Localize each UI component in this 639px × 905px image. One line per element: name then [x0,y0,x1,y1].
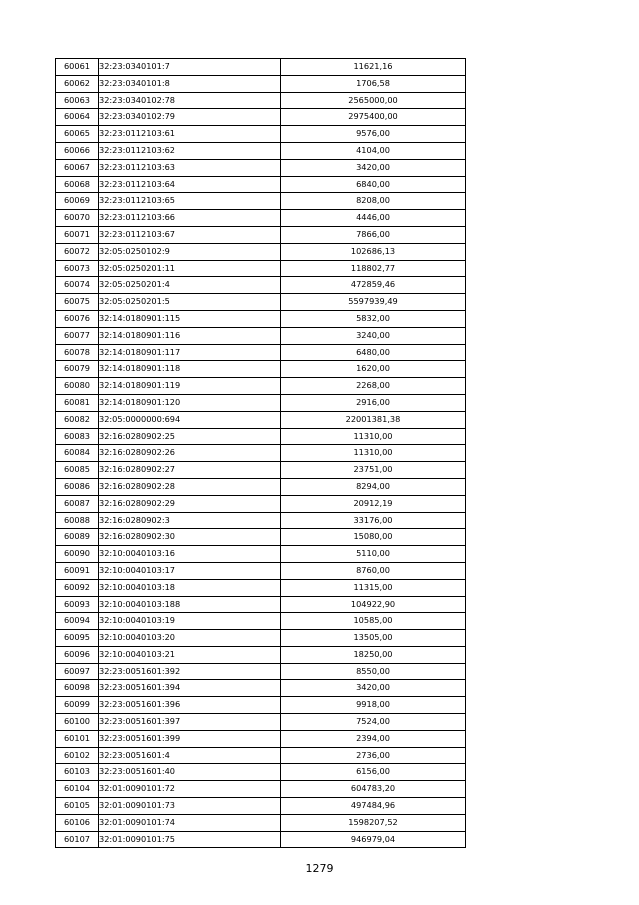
cadastral-number-cell: 32:23:0051601:394 [99,680,281,697]
cadastral-value-cell: 15080,00 [281,529,466,546]
row-number-cell: 60079 [56,361,99,378]
page-number: 1279 [305,862,334,875]
cadastral-number-cell: 32:16:0280902:28 [99,478,281,495]
table-row [56,478,466,495]
cadastral-number-cell: 32:16:0280902:27 [99,462,281,479]
table-row [56,327,466,344]
cadastral-value-cell: 11315,00 [281,579,466,596]
cadastral-value-cell: 1706,58 [281,75,466,92]
cadastral-number-cell: 32:23:0112103:67 [99,226,281,243]
row-number-cell: 60063 [56,92,99,109]
row-number-cell: 60070 [56,210,99,227]
cadastral-number-cell: 32:14:0180901:118 [99,361,281,378]
cadastral-number-cell: 32:23:0051601:40 [99,764,281,781]
table-row [56,193,466,210]
table-row [56,529,466,546]
cadastral-value-cell: 9918,00 [281,697,466,714]
cadastral-number-cell: 32:05:0250201:5 [99,294,281,311]
cadastral-number-cell: 32:05:0250201:11 [99,260,281,277]
row-number-cell: 60078 [56,344,99,361]
row-number-cell: 60098 [56,680,99,697]
table-row [56,730,466,747]
table-row [56,226,466,243]
table-row [56,260,466,277]
cadastral-value-cell: 2394,00 [281,730,466,747]
row-number-cell: 60097 [56,663,99,680]
row-number-cell: 60071 [56,226,99,243]
cadastral-value-cell: 33176,00 [281,512,466,529]
table-row [56,411,466,428]
cadastral-value-cell: 3420,00 [281,159,466,176]
table-row [56,781,466,798]
cadastral-value-cell: 8550,00 [281,663,466,680]
row-number-cell: 60100 [56,714,99,731]
row-number-cell: 60091 [56,562,99,579]
cadastral-number-cell: 32:23:0112103:61 [99,126,281,143]
table-row [56,579,466,596]
row-number-cell: 60102 [56,747,99,764]
row-number-cell: 60074 [56,277,99,294]
cadastral-number-cell: 32:16:0280902:25 [99,428,281,445]
cadastral-number-cell: 32:10:0040103:188 [99,596,281,613]
cadastral-value-cell: 2975400,00 [281,109,466,126]
cadastral-number-cell: 32:14:0180901:119 [99,378,281,395]
table-row [56,344,466,361]
cadastral-number-cell: 32:14:0180901:120 [99,394,281,411]
cadastral-value-cell: 1598207,52 [281,814,466,831]
cadastral-value-cell: 102686,13 [281,243,466,260]
row-number-cell: 60066 [56,142,99,159]
table-row [56,92,466,109]
row-number-cell: 60088 [56,512,99,529]
row-number-cell: 60068 [56,176,99,193]
row-number-cell: 60062 [56,75,99,92]
cadastral-value-cell: 497484,96 [281,798,466,815]
cadastral-value-cell: 3240,00 [281,327,466,344]
cadastral-number-cell: 32:23:0340102:79 [99,109,281,126]
cadastral-value-cell: 118802,77 [281,260,466,277]
row-number-cell: 60086 [56,478,99,495]
table-row [56,495,466,512]
cadastral-number-cell: 32:23:0051601:396 [99,697,281,714]
cadastral-number-cell: 32:16:0280902:29 [99,495,281,512]
table-row [56,109,466,126]
row-number-cell: 60075 [56,294,99,311]
row-number-cell: 60084 [56,445,99,462]
cadastral-value-cell: 11621,16 [281,59,466,76]
table-row [56,630,466,647]
cadastral-value-table [55,58,466,848]
cadastral-value-cell: 3420,00 [281,680,466,697]
table-row [56,294,466,311]
table-row [56,126,466,143]
table-row [56,562,466,579]
table-row [56,646,466,663]
cadastral-number-cell: 32:01:0090101:75 [99,831,281,848]
row-number-cell: 60077 [56,327,99,344]
cadastral-number-cell: 32:14:0180901:117 [99,344,281,361]
cadastral-number-cell: 32:23:0340102:78 [99,92,281,109]
cadastral-number-cell: 32:23:0112103:63 [99,159,281,176]
cadastral-number-cell: 32:16:0280902:3 [99,512,281,529]
cadastral-number-cell: 32:23:0112103:62 [99,142,281,159]
cadastral-value-cell: 2916,00 [281,394,466,411]
cadastral-value-cell: 8294,00 [281,478,466,495]
cadastral-number-cell: 32:05:0000000:694 [99,411,281,428]
table-row [56,159,466,176]
cadastral-value-cell: 20912,19 [281,495,466,512]
table-row [56,798,466,815]
table-row [56,546,466,563]
cadastral-number-cell: 32:16:0280902:26 [99,445,281,462]
row-number-cell: 60103 [56,764,99,781]
cadastral-value-cell: 4104,00 [281,142,466,159]
cadastral-number-cell: 32:01:0090101:74 [99,814,281,831]
cadastral-number-cell: 32:10:0040103:18 [99,579,281,596]
table-row [56,596,466,613]
table-row [56,142,466,159]
row-number-cell: 60080 [56,378,99,395]
table-row [56,697,466,714]
row-number-cell: 60082 [56,411,99,428]
table-row [56,714,466,731]
cadastral-value-cell: 23751,00 [281,462,466,479]
cadastral-number-cell: 32:23:0340101:8 [99,75,281,92]
row-number-cell: 60106 [56,814,99,831]
cadastral-number-cell: 32:23:0051601:399 [99,730,281,747]
cadastral-value-cell: 104922,90 [281,596,466,613]
cadastral-number-cell: 32:23:0051601:392 [99,663,281,680]
table-row [56,814,466,831]
row-number-cell: 60067 [56,159,99,176]
row-number-cell: 60076 [56,310,99,327]
row-number-cell: 60099 [56,697,99,714]
row-number-cell: 60061 [56,59,99,76]
cadastral-value-cell: 4446,00 [281,210,466,227]
row-number-cell: 60105 [56,798,99,815]
cadastral-number-cell: 32:05:0250102:9 [99,243,281,260]
row-number-cell: 60083 [56,428,99,445]
cadastral-value-cell: 604783,20 [281,781,466,798]
cadastral-value-cell: 6840,00 [281,176,466,193]
table-row [56,512,466,529]
cadastral-value-cell: 8208,00 [281,193,466,210]
table-row [56,747,466,764]
cadastral-number-cell: 32:23:0051601:4 [99,747,281,764]
table-row [56,361,466,378]
cadastral-number-cell: 32:01:0090101:72 [99,781,281,798]
cadastral-value-cell: 472859,46 [281,277,466,294]
row-number-cell: 60069 [56,193,99,210]
table-row [56,613,466,630]
cadastral-number-cell: 32:05:0250201:4 [99,277,281,294]
table-row [56,831,466,848]
cadastral-number-cell: 32:10:0040103:16 [99,546,281,563]
cadastral-number-cell: 32:23:0112103:64 [99,176,281,193]
cadastral-value-cell: 11310,00 [281,445,466,462]
row-number-cell: 60073 [56,260,99,277]
cadastral-number-cell: 32:16:0280902:30 [99,529,281,546]
row-number-cell: 60101 [56,730,99,747]
row-number-cell: 60096 [56,646,99,663]
row-number-cell: 60095 [56,630,99,647]
cadastral-value-cell: 11310,00 [281,428,466,445]
cadastral-value-cell: 6156,00 [281,764,466,781]
cadastral-value-cell: 5832,00 [281,310,466,327]
row-number-cell: 60085 [56,462,99,479]
cadastral-value-cell: 7866,00 [281,226,466,243]
table-row [56,310,466,327]
table-row [56,428,466,445]
cadastral-number-cell: 32:10:0040103:21 [99,646,281,663]
table-row [56,59,466,76]
table-row [56,210,466,227]
row-number-cell: 60107 [56,831,99,848]
row-number-cell: 60104 [56,781,99,798]
cadastral-number-cell: 32:23:0112103:66 [99,210,281,227]
table-row [56,764,466,781]
table-row [56,394,466,411]
cadastral-value-cell: 1620,00 [281,361,466,378]
table-row [56,75,466,92]
cadastral-value-cell: 9576,00 [281,126,466,143]
cadastral-value-cell: 8760,00 [281,562,466,579]
cadastral-value-cell: 7524,00 [281,714,466,731]
table-row [56,445,466,462]
cadastral-value-cell: 5597939,49 [281,294,466,311]
cadastral-number-cell: 32:10:0040103:20 [99,630,281,647]
row-number-cell: 60089 [56,529,99,546]
row-number-cell: 60093 [56,596,99,613]
row-number-cell: 60072 [56,243,99,260]
table-row [56,176,466,193]
cadastral-value-cell: 6480,00 [281,344,466,361]
cadastral-number-cell: 32:10:0040103:19 [99,613,281,630]
cadastral-number-cell: 32:14:0180901:115 [99,310,281,327]
row-number-cell: 60065 [56,126,99,143]
row-number-cell: 60094 [56,613,99,630]
row-number-cell: 60081 [56,394,99,411]
cadastral-value-cell: 18250,00 [281,646,466,663]
cadastral-number-cell: 32:23:0051601:397 [99,714,281,731]
row-number-cell: 60090 [56,546,99,563]
cadastral-number-cell: 32:23:0112103:65 [99,193,281,210]
cadastral-number-cell: 32:01:0090101:73 [99,798,281,815]
table-row [56,378,466,395]
table-row [56,663,466,680]
row-number-cell: 60092 [56,579,99,596]
cadastral-number-cell: 32:10:0040103:17 [99,562,281,579]
cadastral-value-cell: 22001381,38 [281,411,466,428]
table-row [56,243,466,260]
cadastral-number-cell: 32:14:0180901:116 [99,327,281,344]
table-body [56,59,466,848]
row-number-cell: 60064 [56,109,99,126]
table-row [56,680,466,697]
cadastral-value-cell: 946979,04 [281,831,466,848]
cadastral-number-cell: 32:23:0340101:7 [99,59,281,76]
cadastral-value-cell: 2565000,00 [281,92,466,109]
cadastral-value-cell: 2736,00 [281,747,466,764]
table-row [56,277,466,294]
cadastral-value-cell: 13505,00 [281,630,466,647]
cadastral-value-cell: 10585,00 [281,613,466,630]
table-row [56,462,466,479]
row-number-cell: 60087 [56,495,99,512]
cadastral-value-cell: 2268,00 [281,378,466,395]
cadastral-value-cell: 5110,00 [281,546,466,563]
